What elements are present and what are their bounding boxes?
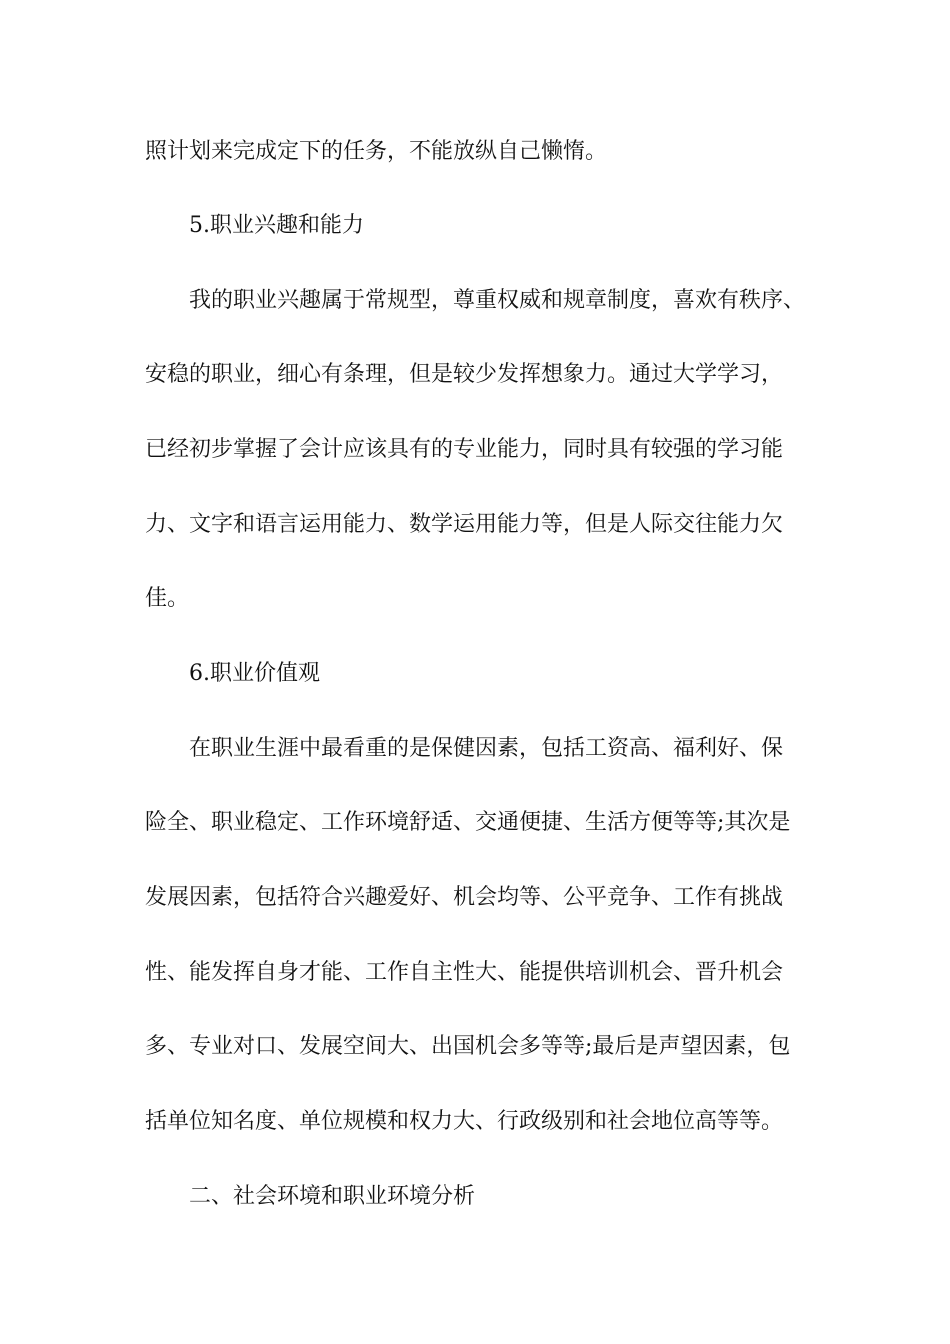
paragraph-line: 括单位知名度、单位规模和权力大、行政级别和社会地位高等等。 (145, 1109, 784, 1134)
paragraph-line: 险全、职业稳定、工作环境舒适、交通便捷、生活方便等等;其次是 (145, 810, 791, 835)
paragraph-line: 安稳的职业，细心有条理，但是较少发挥想象力。通过大学学习， (145, 362, 784, 387)
paragraph-line: 力、文字和语言运用能力、数学运用能力等，但是人际交往能力欠 (145, 512, 784, 537)
paragraph-line: 我的职业兴趣属于常规型，尊重权威和规章制度，喜欢有秩序、 (189, 288, 806, 313)
paragraph-line: 在职业生涯中最看重的是保健因素，包括工资高、福利好、保 (189, 736, 784, 761)
paragraph-line: 性、能发挥自身才能、工作自主性大、能提供培训机会、晋升机会 (145, 960, 784, 985)
section-heading: 6.职业价值观 (189, 661, 320, 686)
section-heading: 5.职业兴趣和能力 (189, 213, 364, 238)
paragraph-line: 已经初步掌握了会计应该具有的专业能力，同时具有较强的学习能 (145, 437, 784, 462)
paragraph-line: 照计划来完成定下的任务，不能放纵自己懒惰。 (145, 139, 608, 164)
paragraph-line: 多、专业对口、发展空间大、出国机会多等等;最后是声望因素，包 (145, 1034, 791, 1059)
chapter-heading: 二、社会环境和职业环境分析 (189, 1184, 476, 1209)
paragraph-line: 发展因素，包括符合兴趣爱好、机会均等、公平竞争、工作有挑战 (145, 885, 784, 910)
paragraph-line: 佳。 (145, 586, 190, 611)
